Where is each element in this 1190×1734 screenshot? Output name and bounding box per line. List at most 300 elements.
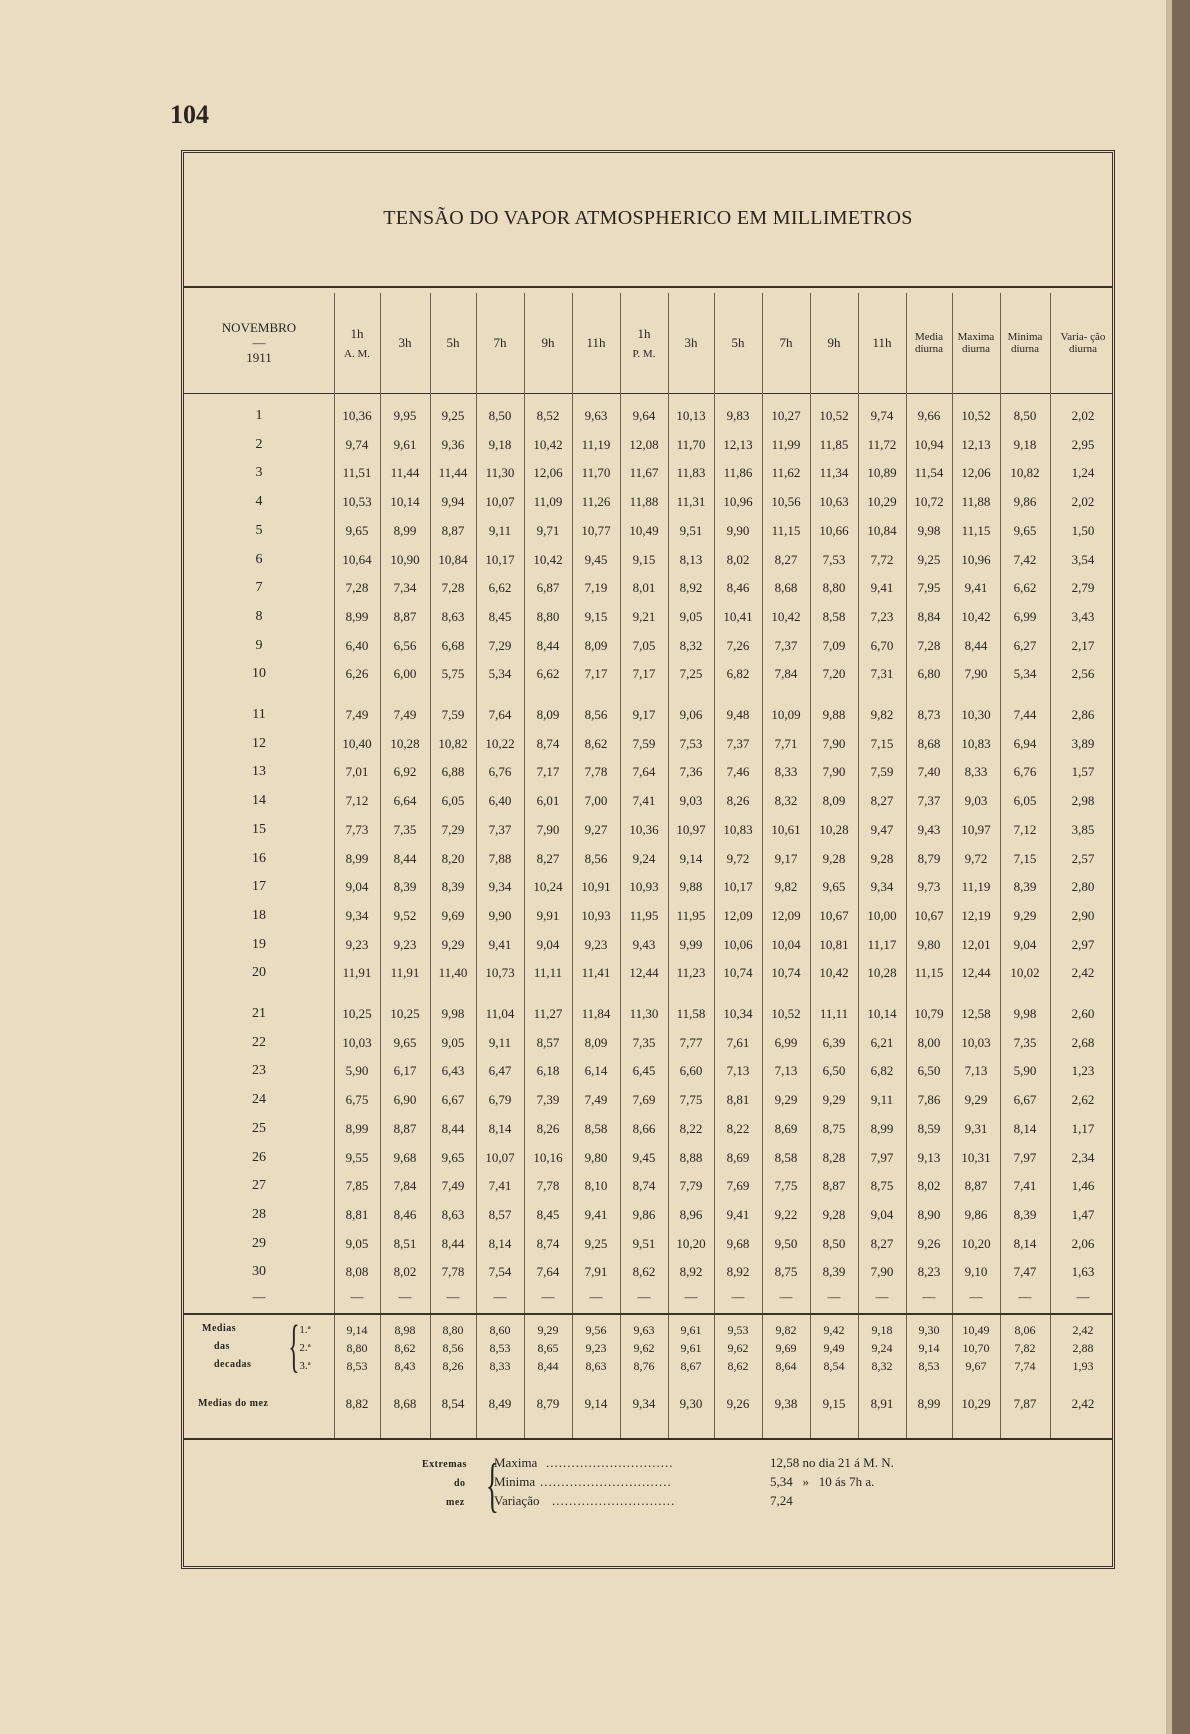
value-cell: 9,86: [632, 1206, 656, 1222]
value-cell: 5,90: [1013, 1063, 1037, 1079]
value-cell: 11,88: [961, 494, 991, 510]
value-cell: 7,49: [393, 707, 417, 722]
value-cell: 6,99: [1013, 608, 1037, 624]
value-cell: 10,90: [390, 551, 420, 567]
value-cell: 7,29: [441, 821, 465, 837]
value-cell: 10,25: [342, 1006, 372, 1021]
value-cell: 5,34: [488, 666, 512, 682]
value-cell: 10,14: [390, 494, 420, 510]
value-cell: 8,02: [393, 1264, 417, 1280]
value-cell: 9,04: [345, 879, 369, 895]
value-cell: 10,53: [342, 494, 372, 510]
decade-value: 9,42: [823, 1323, 845, 1338]
value-cell: 9,17: [632, 707, 656, 722]
value-cell: 9,13: [917, 1149, 941, 1165]
value-cell: 6,88: [441, 764, 465, 780]
value-cell: 11,17: [867, 936, 897, 952]
value-cell: 7,28: [345, 580, 369, 596]
hour-label-0: 1h: [350, 326, 364, 341]
value-cell: 8,79: [917, 850, 941, 866]
value-cell: 9,41: [488, 936, 512, 952]
value-cell: 8,45: [488, 608, 512, 624]
value-cell: 7,44: [1013, 707, 1037, 722]
value-cell: 8,68: [917, 735, 941, 751]
hour-header-10: [810, 295, 858, 391]
value-cell: 6,45: [632, 1063, 656, 1079]
value-cell: 9,73: [917, 879, 941, 895]
table-row: [184, 518, 1116, 544]
column-line-6: [620, 293, 621, 1438]
value-cell: 8,80: [822, 580, 846, 596]
am-label: A. M.: [344, 348, 370, 360]
extremes-label-2: do: [454, 1478, 466, 1489]
column-line-4: [524, 293, 525, 1438]
value-cell: 1,57: [1071, 764, 1095, 780]
value-cell: 10,28: [390, 735, 420, 751]
value-cell: 8,08: [345, 1264, 369, 1280]
value-cell: 8,46: [726, 580, 750, 596]
value-cell: 9,63: [584, 408, 608, 423]
extremes-label-1: Extremas: [422, 1459, 467, 1470]
value-cell: 6,82: [726, 666, 750, 682]
hour-header-12: [906, 295, 952, 391]
value-cell: 10,82: [1010, 465, 1040, 481]
value-cell: 9,11: [488, 522, 512, 538]
column-line-3: [476, 293, 477, 1438]
value-cell: 7,78: [536, 1178, 560, 1194]
decade-value: 8,80: [346, 1341, 368, 1356]
hour-header-13: [952, 295, 1000, 391]
decade-value: 8,43: [394, 1359, 416, 1374]
value-cell: 7,39: [536, 1092, 560, 1108]
value-cell: 8,10: [584, 1178, 608, 1194]
dash-cell: —: [446, 1289, 460, 1305]
value-cell: 6,50: [917, 1063, 941, 1079]
decade-label-2: decadas: [214, 1359, 252, 1371]
hour-label-2: 5h: [446, 335, 460, 350]
value-cell: 10,34: [723, 1006, 753, 1021]
value-cell: 10,17: [723, 879, 753, 895]
header-rule: [184, 393, 1112, 394]
value-cell: 8,87: [393, 1120, 417, 1136]
value-cell: 8,63: [441, 1206, 465, 1222]
value-cell: 6,05: [1013, 793, 1037, 809]
decade-value: 9,29: [537, 1323, 559, 1338]
value-cell: 7,09: [822, 637, 846, 653]
value-cell: 9,34: [488, 879, 512, 895]
value-cell: 7,49: [441, 1178, 465, 1194]
table-row: [184, 403, 1116, 429]
mean-rule: [184, 1438, 1112, 1440]
decade-value: 9,56: [585, 1323, 607, 1338]
dash-cell: —: [541, 1289, 555, 1305]
day-number: 28: [252, 1206, 266, 1222]
value-cell: 11,15: [961, 522, 991, 538]
value-cell: 6,40: [488, 793, 512, 809]
decade-value: 2,42: [1072, 1323, 1094, 1338]
decade-value: 9,30: [918, 1323, 940, 1338]
value-cell: 10,64: [342, 551, 372, 567]
value-cell: 10,63: [819, 494, 849, 510]
value-cell: 8,01: [632, 580, 656, 596]
hour-header-0: [334, 295, 380, 391]
value-cell: 2,95: [1071, 436, 1095, 452]
value-cell: 12,13: [723, 436, 753, 452]
value-cell: 10,36: [629, 821, 659, 837]
value-cell: 9,04: [1013, 936, 1037, 952]
value-cell: 10,67: [819, 907, 849, 923]
value-cell: 12,09: [723, 907, 753, 923]
value-cell: 9,65: [1013, 522, 1037, 538]
decade-value: 9,61: [680, 1323, 702, 1338]
value-cell: 10,74: [723, 965, 753, 981]
value-cell: 8,26: [726, 793, 750, 809]
value-cell: 11,83: [676, 465, 706, 481]
decade-value: 9,23: [585, 1341, 607, 1356]
value-cell: 8,09: [584, 1034, 608, 1050]
value-cell: 7,15: [870, 735, 894, 751]
value-cell: 10,17: [485, 551, 515, 567]
decade-value: 1,93: [1072, 1359, 1094, 1374]
value-cell: 7,13: [964, 1063, 988, 1079]
value-cell: 7,90: [536, 821, 560, 837]
value-cell: 11,85: [819, 436, 849, 452]
decade-label-0: Medias: [202, 1323, 237, 1335]
value-cell: 9,86: [964, 1206, 988, 1222]
value-cell: 9,15: [584, 608, 608, 624]
value-cell: 7,59: [632, 735, 656, 751]
value-cell: 9,45: [584, 551, 608, 567]
value-cell: 6,99: [774, 1034, 798, 1050]
value-cell: 12,13: [961, 436, 991, 452]
value-cell: 10,93: [629, 879, 659, 895]
value-cell: 7,40: [917, 764, 941, 780]
value-cell: 6,39: [822, 1034, 846, 1050]
day-number: 6: [255, 551, 263, 567]
value-cell: 6,87: [536, 580, 560, 596]
column-line-0: [334, 293, 335, 1438]
value-cell: 1,63: [1071, 1264, 1095, 1280]
value-cell: 8,52: [536, 408, 560, 423]
value-cell: 7,15: [1013, 850, 1037, 866]
value-cell: 12,58: [961, 1006, 991, 1021]
decade-value: 8,60: [489, 1323, 511, 1338]
month-dash: —: [252, 335, 266, 350]
decade-value: 8,26: [442, 1359, 464, 1374]
value-cell: 9,83: [726, 408, 750, 423]
day-number: 18: [252, 907, 266, 923]
value-cell: 8,87: [964, 1178, 988, 1194]
hour-header-9: [762, 295, 810, 391]
value-cell: 9,27: [584, 821, 608, 837]
day-number: 13: [252, 764, 266, 780]
value-cell: 8,92: [679, 1264, 703, 1280]
column-line-8: [714, 293, 715, 1438]
value-cell: 10,27: [771, 408, 801, 423]
value-cell: 6,26: [345, 666, 369, 682]
value-cell: 10,93: [581, 907, 611, 923]
value-cell: 9,91: [536, 907, 560, 923]
value-cell: 9,47: [870, 821, 894, 837]
value-cell: 9,06: [679, 707, 703, 722]
column-line-10: [810, 293, 811, 1438]
value-cell: 9,25: [917, 551, 941, 567]
value-cell: 10,42: [961, 608, 991, 624]
dash-cell: —: [1018, 1289, 1032, 1305]
dash-cell: —: [252, 1289, 266, 1305]
value-cell: 8,44: [393, 850, 417, 866]
value-cell: 9,43: [632, 936, 656, 952]
value-cell: 9,05: [345, 1235, 369, 1251]
value-cell: 7,86: [917, 1092, 941, 1108]
value-cell: 6,56: [393, 637, 417, 653]
dash-cell: —: [350, 1289, 364, 1305]
value-cell: 9,41: [584, 1206, 608, 1222]
month-mean-value: 9,14: [584, 1396, 608, 1412]
decade-value: 8,67: [680, 1359, 702, 1374]
value-cell: 7,90: [870, 1264, 894, 1280]
value-cell: 10,07: [485, 1149, 515, 1165]
month-mean-value: 9,15: [822, 1396, 846, 1412]
value-cell: 7,79: [679, 1178, 703, 1194]
value-cell: 8,39: [1013, 879, 1037, 895]
table-row: [184, 759, 1116, 785]
value-cell: 3,89: [1071, 735, 1095, 751]
value-cell: 6,17: [393, 1063, 417, 1079]
value-cell: 11,86: [723, 465, 753, 481]
hour-label-1: 3h: [398, 335, 412, 350]
value-cell: 9,45: [632, 1149, 656, 1165]
value-cell: 9,03: [679, 793, 703, 809]
value-cell: 7,54: [488, 1264, 512, 1280]
value-cell: 9,26: [917, 1235, 941, 1251]
value-cell: 9,88: [679, 879, 703, 895]
table-row: [184, 903, 1116, 929]
value-cell: 9,23: [393, 936, 417, 952]
hour-label-8: 5h: [731, 335, 745, 350]
value-cell: 8,57: [536, 1034, 560, 1050]
value-cell: 11,72: [867, 436, 897, 452]
value-cell: 8,39: [393, 879, 417, 895]
value-cell: 10,29: [867, 494, 897, 510]
value-cell: 7,49: [584, 1092, 608, 1108]
decade-rule: [184, 1313, 1112, 1315]
value-cell: 9,90: [488, 907, 512, 923]
value-cell: 8,45: [536, 1206, 560, 1222]
value-cell: 7,41: [1013, 1178, 1037, 1194]
value-cell: 10,67: [914, 907, 944, 923]
value-cell: 8,75: [870, 1178, 894, 1194]
value-cell: 7,69: [726, 1178, 750, 1194]
value-cell: 2,86: [1071, 707, 1095, 722]
decade-value: 9,62: [727, 1341, 749, 1356]
value-cell: 8,99: [393, 522, 417, 538]
table-row: [184, 604, 1116, 630]
value-cell: 12,19: [961, 907, 991, 923]
hour-header-5: [572, 295, 620, 391]
hour-label-11: 11h: [872, 335, 892, 350]
table-row: [184, 1231, 1116, 1257]
decade-number: 3.ª: [299, 1360, 311, 1373]
value-cell: 9,68: [393, 1149, 417, 1165]
maxima-value: 12,58 no dia 21 á M. N.: [770, 1455, 894, 1470]
value-cell: 9,72: [964, 850, 988, 866]
value-cell: 11,09: [533, 494, 563, 510]
value-cell: 10,42: [819, 965, 849, 981]
value-cell: 8,56: [584, 707, 608, 722]
day-number: 30: [252, 1264, 266, 1280]
value-cell: 6,05: [441, 793, 465, 809]
value-cell: 10,91: [581, 879, 611, 895]
value-cell: 6,70: [870, 637, 894, 653]
dash-cell: —: [731, 1289, 745, 1305]
value-cell: 7,13: [726, 1063, 750, 1079]
value-cell: 9,80: [917, 936, 941, 952]
value-cell: 7,46: [726, 764, 750, 780]
value-cell: 7,42: [1013, 551, 1037, 567]
table-row: [184, 1259, 1116, 1285]
hour-label-9: 7h: [779, 335, 793, 350]
value-cell: 11,70: [581, 465, 611, 481]
value-cell: 9,98: [441, 1006, 465, 1021]
table-row: [184, 702, 1116, 728]
value-cell: 7,49: [345, 707, 369, 722]
value-cell: 11,15: [914, 965, 944, 981]
value-cell: 11,19: [581, 436, 611, 452]
decade-value: 9,18: [871, 1323, 893, 1338]
month-mean-value: 7,87: [1013, 1396, 1037, 1412]
value-cell: 8,39: [441, 879, 465, 895]
value-cell: 6,62: [1013, 580, 1037, 596]
day-number: 3: [255, 465, 263, 481]
value-cell: 6,64: [393, 793, 417, 809]
value-cell: 6,27: [1013, 637, 1037, 653]
value-cell: 8,62: [632, 1264, 656, 1280]
value-cell: 11,44: [390, 465, 420, 481]
value-cell: 9,14: [679, 850, 703, 866]
hour-label-4: 9h: [541, 335, 555, 350]
value-cell: 11,11: [819, 1006, 849, 1021]
value-cell: 6,67: [1013, 1092, 1037, 1108]
value-cell: 8,32: [679, 637, 703, 653]
value-cell: 8,69: [774, 1120, 798, 1136]
value-cell: 9,41: [870, 580, 894, 596]
value-cell: 7,53: [679, 735, 703, 751]
value-cell: 9,25: [441, 408, 465, 423]
value-cell: 9,28: [822, 1206, 846, 1222]
value-cell: 10,49: [629, 522, 659, 538]
summary-header-variacao: Varia- ção diurna: [1060, 331, 1106, 355]
value-cell: 10,82: [438, 735, 468, 751]
value-cell: 7,73: [345, 821, 369, 837]
value-cell: 11,40: [438, 965, 468, 981]
value-cell: 8,46: [393, 1206, 417, 1222]
value-cell: 8,88: [679, 1149, 703, 1165]
variacao-value: 7,24: [770, 1493, 793, 1508]
value-cell: 6,60: [679, 1063, 703, 1079]
month-mean-label: Medias do mez: [198, 1398, 269, 1410]
month-mean-value: 9,26: [726, 1396, 750, 1412]
column-line-11: [858, 293, 859, 1438]
table-row: [184, 432, 1116, 458]
hour-header-8: [714, 295, 762, 391]
month-mean-value: 8,79: [536, 1396, 560, 1412]
value-cell: 9,88: [822, 707, 846, 722]
value-cell: 3,85: [1071, 821, 1095, 837]
decade-value: 7,74: [1014, 1359, 1036, 1374]
value-cell: 10,79: [914, 1006, 944, 1021]
value-cell: 10,73: [485, 965, 515, 981]
decade-number: 2.ª: [299, 1342, 311, 1355]
value-cell: 8,33: [964, 764, 988, 780]
value-cell: 8,50: [1013, 408, 1037, 423]
decade-value: 9,82: [775, 1323, 797, 1338]
value-cell: 7,64: [488, 707, 512, 722]
value-cell: 2,17: [1071, 637, 1095, 653]
value-cell: 8,56: [584, 850, 608, 866]
value-cell: 10,25: [390, 1006, 420, 1021]
value-cell: 10,52: [961, 408, 991, 423]
value-cell: 11,26: [581, 494, 611, 510]
value-cell: 10,03: [961, 1034, 991, 1050]
value-cell: 7,20: [822, 666, 846, 682]
decade-value: 9,14: [346, 1323, 368, 1338]
variacao-leader: .............................: [552, 1493, 676, 1508]
decade-value: 8,76: [633, 1359, 655, 1374]
value-cell: 2,60: [1071, 1006, 1095, 1021]
value-cell: 2,42: [1071, 965, 1095, 981]
value-cell: 10,61: [771, 821, 801, 837]
month-mean-value: 8,49: [488, 1396, 512, 1412]
day-number: 23: [252, 1063, 266, 1079]
value-cell: 9,55: [345, 1149, 369, 1165]
value-cell: 9,18: [1013, 436, 1037, 452]
value-cell: 3,54: [1071, 551, 1095, 567]
month-mean-value: 8,99: [917, 1396, 941, 1412]
value-cell: 10,24: [533, 879, 563, 895]
column-line-14: [1000, 293, 1001, 1438]
value-cell: 11,11: [533, 965, 563, 981]
value-cell: 8,23: [917, 1264, 941, 1280]
value-cell: 7,91: [584, 1264, 608, 1280]
value-cell: 8,84: [917, 608, 941, 624]
value-cell: 12,44: [629, 965, 659, 981]
value-cell: 9,23: [345, 936, 369, 952]
value-cell: 9,28: [822, 850, 846, 866]
value-cell: 6,43: [441, 1063, 465, 1079]
value-cell: 8,39: [1013, 1206, 1037, 1222]
value-cell: 6,76: [488, 764, 512, 780]
table-row: [184, 960, 1116, 986]
value-cell: 11,67: [629, 465, 659, 481]
value-cell: 8,44: [441, 1235, 465, 1251]
value-cell: 1,46: [1071, 1178, 1095, 1194]
day-number: 22: [252, 1034, 266, 1050]
dash-cell: —: [684, 1289, 698, 1305]
value-cell: 2,57: [1071, 850, 1095, 866]
value-cell: 7,29: [488, 637, 512, 653]
hour-label-6: 1h: [637, 326, 651, 341]
day-number: 21: [252, 1006, 266, 1021]
value-cell: 8,63: [441, 608, 465, 624]
decade-value: 8,64: [775, 1359, 797, 1374]
value-cell: 1,23: [1071, 1063, 1095, 1079]
value-cell: 6,76: [1013, 764, 1037, 780]
decade-value: 8,80: [442, 1323, 464, 1338]
value-cell: 7,69: [632, 1092, 656, 1108]
value-cell: 10,36: [342, 408, 372, 423]
value-cell: 8,80: [536, 608, 560, 624]
